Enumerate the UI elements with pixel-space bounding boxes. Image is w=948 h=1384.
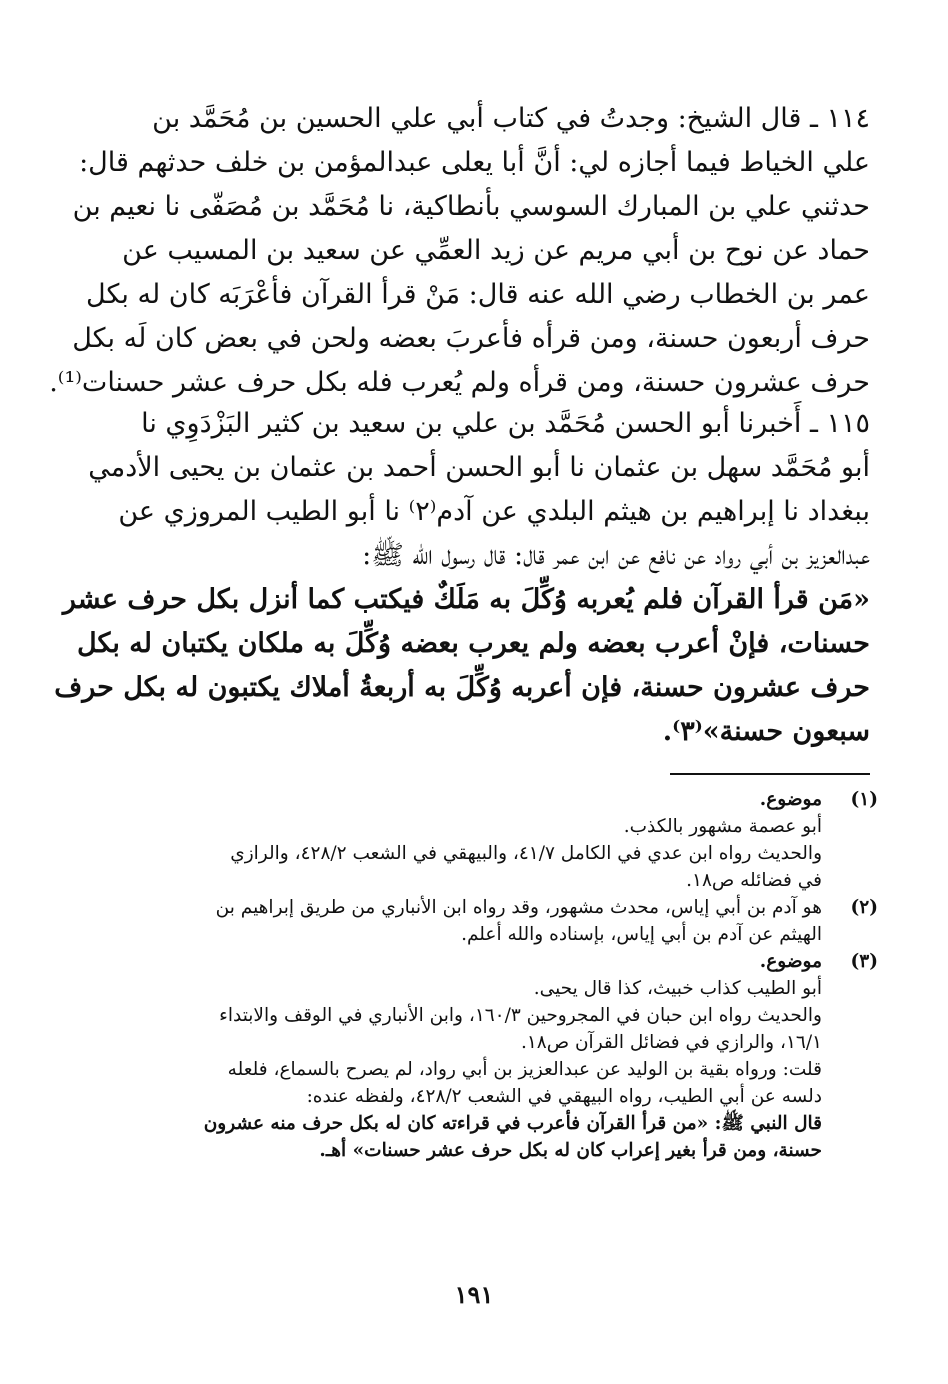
hadith-text-line: «مَن قرأ القرآن فلم يُعربه وُكِّلَ به مَلَكٌ فيكتب كما أنزل بكل حرف عشر xyxy=(62,584,870,615)
footnote-line: موضوع. xyxy=(759,951,822,972)
text-line: حدثني علي بن المبارك السوسي بأنطاكية، نا مُحَمَّد بن مُصَفّى نا نعيم بن xyxy=(72,191,870,222)
text-line: حماد عن نوح بن أبي مريم عن زيد العمِّي عن سعيد بن المسيب عن xyxy=(122,235,870,266)
footnotes-section xyxy=(110,786,880,1164)
text-line: ببغداد نا إبراهيم بن هيثم البلدي عن آدم⁽٢⁾ نا أبو الطيب المروزي عن xyxy=(118,496,870,527)
page-number: ١٩١ xyxy=(454,1280,494,1309)
footnote-line: أبو عصمة مشهور بالكذب. xyxy=(623,816,822,837)
footnote-line: الهيثم عن آدم بن أبي إياس، بإسناده والله أعلم. xyxy=(461,924,822,945)
text-line: حرف أربعون حسنة، ومن قرأه فأعربَ بعضه ولحن في بعض كان لَه بكل xyxy=(72,323,870,354)
footnote-3 xyxy=(110,948,880,1164)
footnote-line: قال النبي ﷺ: «من قرأ القرآن فأعرب في قراءته كان له بكل حرف منه عشرون xyxy=(203,1113,822,1134)
text-line: ١١٥ ـ أَخبرنا أبو الحسن مُحَمَّد بن علي بن سعيد بن كثير البَزْدَوِي نا xyxy=(141,408,870,439)
text-line: حرف عشرون حسنة، ومن قرأه ولم يُعرب فله بكل حرف عشر حسنات⁽¹⁾. xyxy=(49,367,870,398)
footnote-line: والحديث رواه ابن عدي في الكامل ٤١/٧، والبيهقي في الشعب ٤٢٨/٢، والرازي xyxy=(230,843,822,864)
hadith-text-line: سبعون حسنة»⁽٣⁾. xyxy=(662,716,870,747)
footnote-number: (٢) xyxy=(850,897,878,918)
footnote-divider xyxy=(670,773,870,775)
footnote-line: موضوع. xyxy=(759,789,822,810)
footnote-line: والحديث رواه ابن حبان في المجروحين ١٦٠/٣، وابن الأنباري في الوقف والابتداء xyxy=(219,1005,822,1026)
footnote-1 xyxy=(110,786,880,894)
hadith-text-line: حرف عشرون حسنة، فإن أعربه وُكِّلَ به أربعةُ أملاك يكتبون له بكل حرف xyxy=(54,672,870,703)
footnote-line: هو آدم بن أبي إياس، محدث مشهور، وقد رواه ابن الأنباري من طريق إبراهيم بن xyxy=(215,897,822,918)
footnote-number: (١) xyxy=(850,789,878,810)
footnote-line: أبو الطيب كذاب خبيث، كذا قال يحيى. xyxy=(533,978,822,999)
hadith-text-line: حسنات، فإنْ أعرب بعضه ولم يعرب بعضه وُكِّلَ به ملكان يكتبان له بكل xyxy=(77,628,870,659)
hadith-paragraph-114 xyxy=(49,97,870,405)
text-line: عبدالعزيز بن أبي رواد عن نافع عن ابن عمر قال: قال رسول اللّه ﷺ: xyxy=(362,540,870,571)
text-line: عمر بن الخطاب رضي الله عنه قال: مَنْ قرأ القرآن فأعْرَبَه كان له بكل xyxy=(86,279,870,310)
text-line: أبو مُحَمَّد سهل بن عثمان نا أبو الحسن أحمد بن عثمان بن يحيى الأدمي xyxy=(88,452,870,483)
footnote-line: حسنة، ومن قرأ بغير إعراب كان له بكل حرف عشر حسنات» أهـ. xyxy=(319,1140,822,1161)
footnote-line: في فضائله ص١٨. xyxy=(686,870,822,891)
footnote-line: قلت: ورواه بقية بن الوليد عن عبدالعزيز بن أبي رواد، لم يصرح بالسماع، فلعله xyxy=(227,1059,822,1080)
text-line: علي الخياط فيما أجازه لي: أنَّ أبا يعلى عبدالمؤمن بن خلف حدثهم قال: xyxy=(79,147,870,178)
footnote-line: دلسه عن أبي الطيب، رواه البيهقي في الشعب ٤٢٨/٢، ولفظه عنده: xyxy=(306,1086,822,1107)
footnote-line: ١٦/١، والرازي في فضائل القرآن ص١٨. xyxy=(520,1032,822,1053)
footnote-number: (٣) xyxy=(850,951,878,972)
text-line: ١١٤ ـ قال الشيخ: وجدتُ في كتاب أبي علي الحسين بن مُحَمَّد بن xyxy=(152,103,870,134)
footnote-2 xyxy=(110,894,880,948)
hadith-paragraph-115 xyxy=(54,402,870,754)
